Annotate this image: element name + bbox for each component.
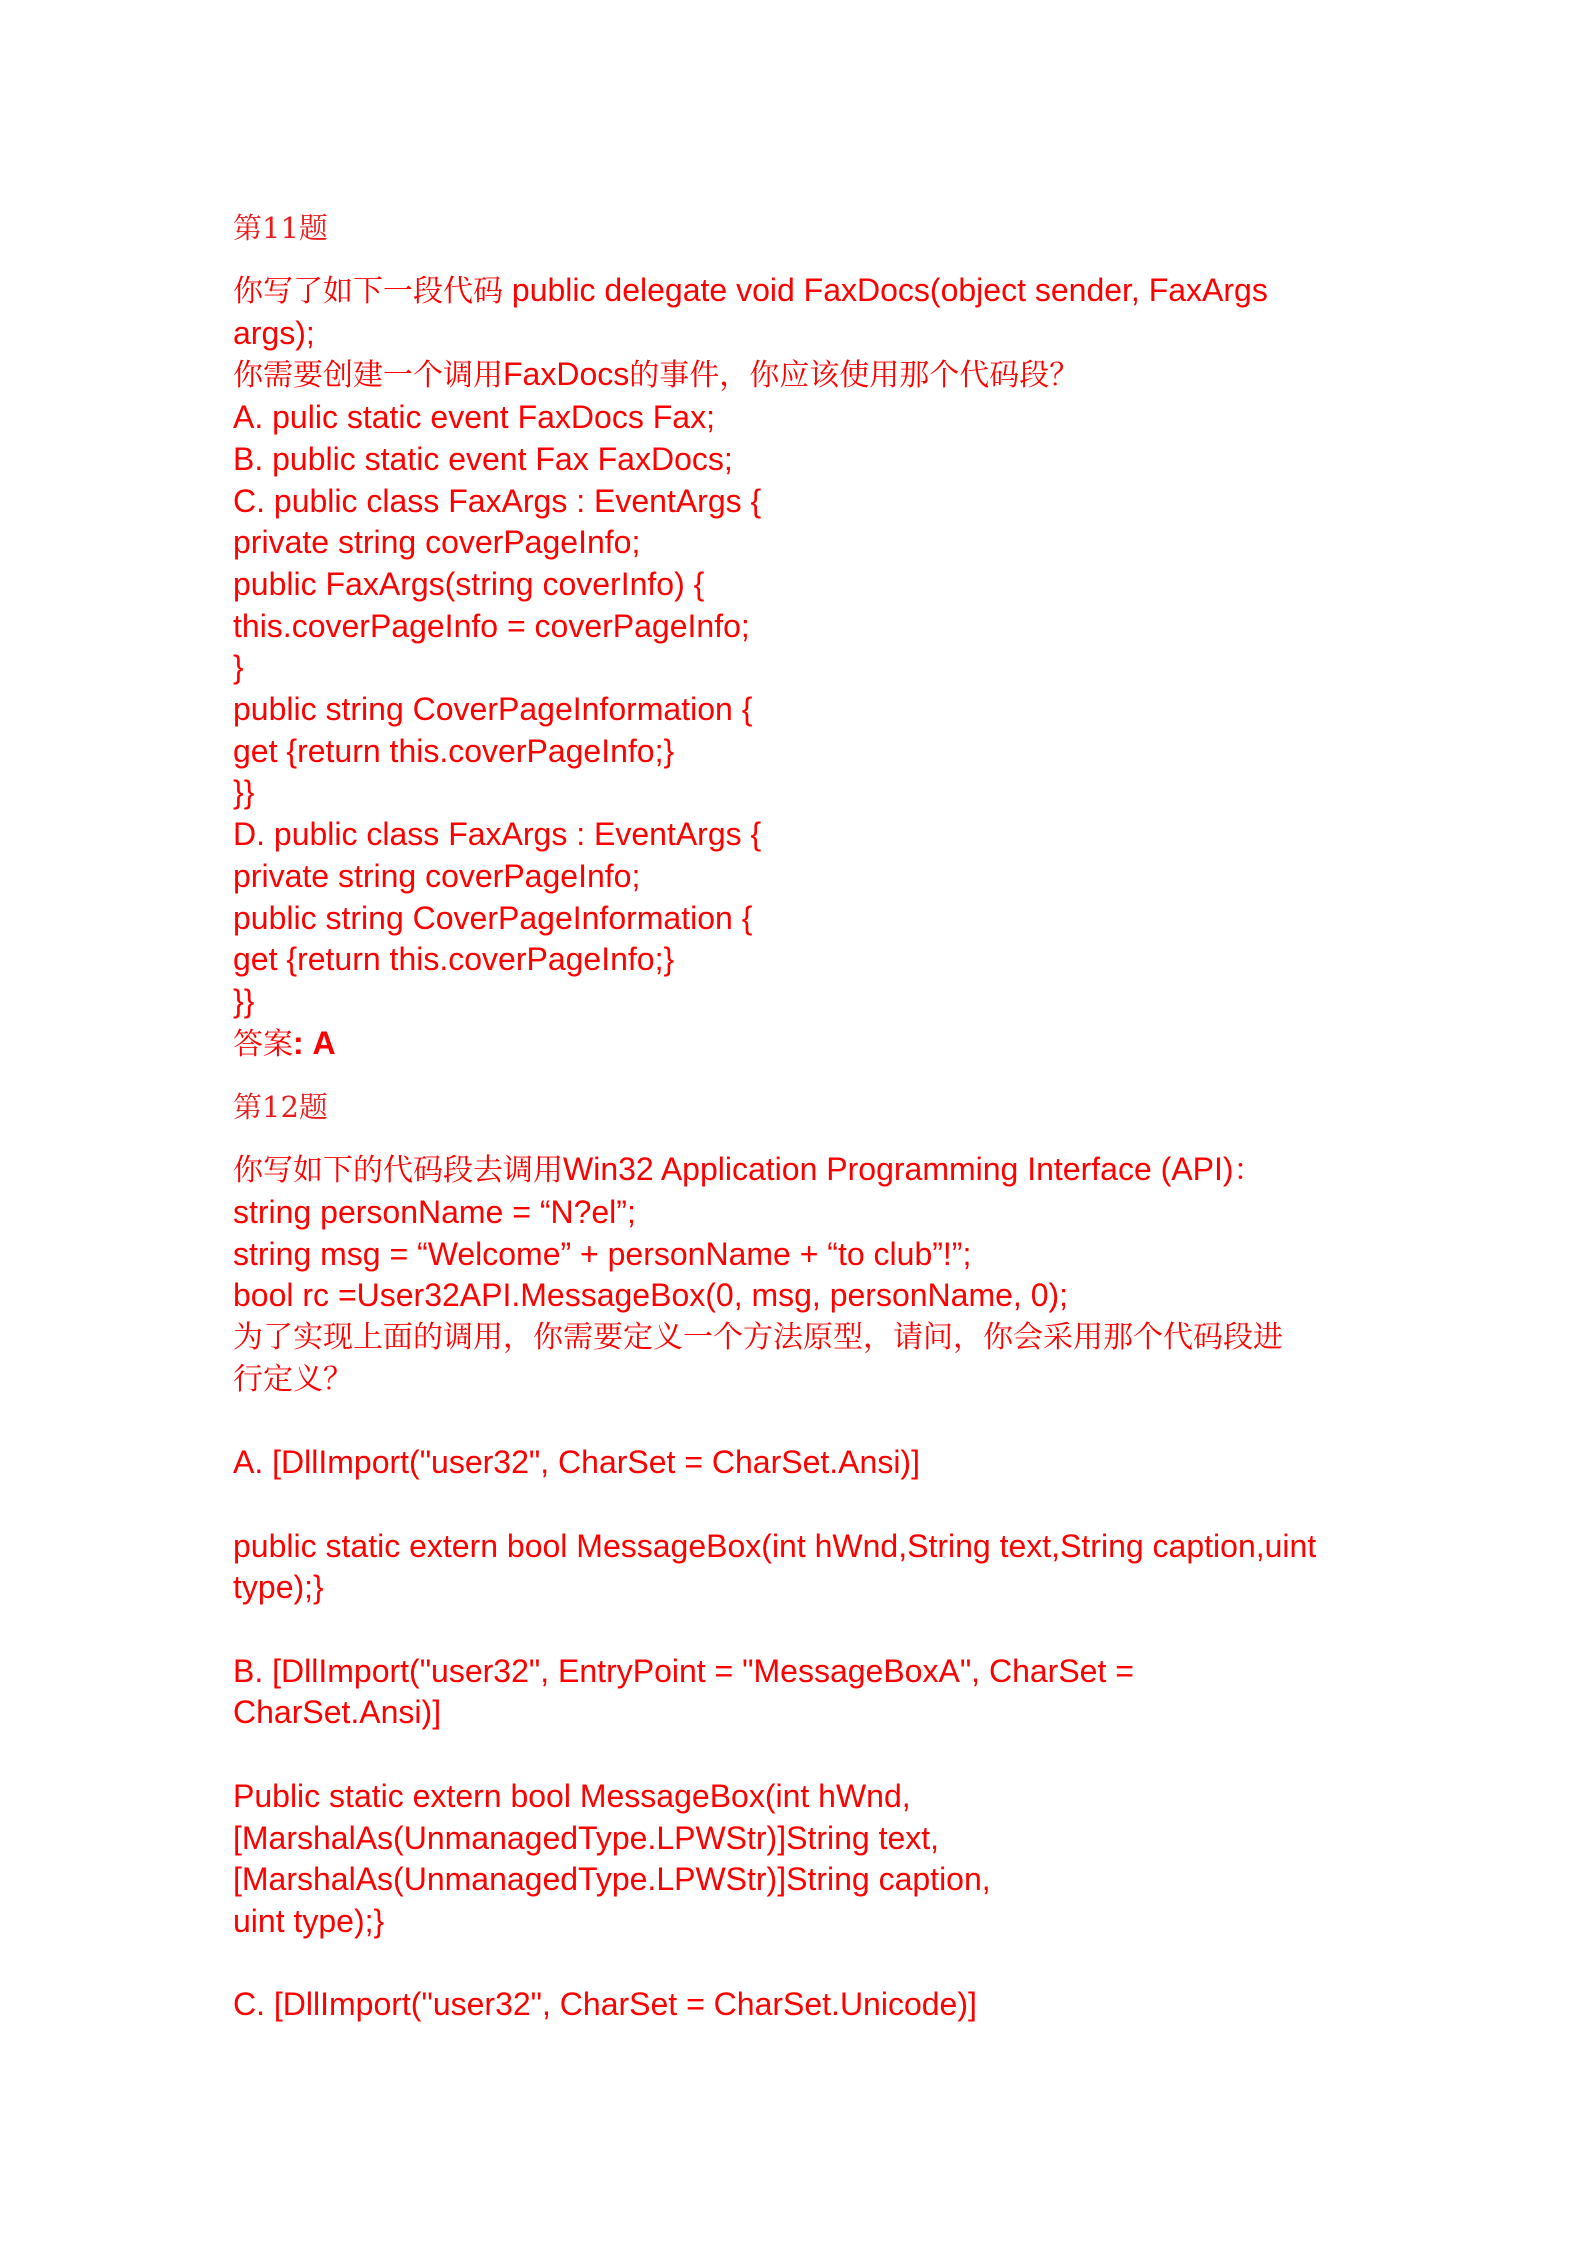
q11-ask-code: FaxDocs bbox=[503, 356, 630, 393]
q11-prompt-line-1 bbox=[233, 270, 1363, 313]
q12-option-a-line-2: public static extern bool MessageBox(int hWnd,String text,String caption,uint bbox=[233, 1527, 1317, 1564]
q11-line: private string coverPageInfo; bbox=[233, 857, 641, 894]
question-12-heading: 第12题 bbox=[233, 1090, 328, 1125]
spacer bbox=[233, 1484, 1363, 1526]
q12-option-a-line-3: type);} bbox=[233, 1569, 324, 1606]
q12-option-c-line-1: C. [DllImport("user32", CharSet = CharSet.Unicode)] bbox=[233, 1986, 977, 2023]
q11-line: private string coverPageInfo; bbox=[233, 524, 641, 561]
q12-option-b-line-6: uint type);} bbox=[233, 1902, 385, 1939]
answer-label: 答案 bbox=[233, 1026, 293, 1062]
answer-value: : A bbox=[293, 1024, 336, 1061]
q11-line: }} bbox=[233, 982, 255, 1019]
q12-code-line: bool rc =User32API.MessageBox(0, msg, personName, 0); bbox=[233, 1277, 1069, 1314]
q11-line: public FaxArgs(string coverInfo) { bbox=[233, 565, 705, 602]
q12-option-b-line-4: [MarshalAs(UnmanagedType.LPWStr)]String text, bbox=[233, 1819, 940, 1856]
q12-option-b-line-5: [MarshalAs(UnmanagedType.LPWStr)]String caption, bbox=[233, 1861, 991, 1898]
q11-line: A. pulic static event FaxDocs Fax; bbox=[233, 399, 715, 436]
spacer bbox=[233, 1943, 1363, 1985]
q11-prompt-code: public delegate void FaxDocs(object sender, FaxArgs bbox=[511, 272, 1268, 308]
q11-prompt-line-2: args); bbox=[233, 314, 315, 351]
spacer bbox=[233, 1609, 1363, 1651]
q11-line: public string CoverPageInformation { bbox=[233, 899, 753, 936]
q11-ask-cn-1: 你需要创建一个调用 bbox=[233, 358, 503, 394]
q11-line: public string CoverPageInformation { bbox=[233, 691, 753, 728]
q12-option-b-line-2: CharSet.Ansi)] bbox=[233, 1694, 442, 1731]
q11-ask-cn-2: 的事件，你应该使用那个代码段？ bbox=[629, 358, 1080, 394]
q12-intro-cn-2: ： bbox=[1233, 1153, 1264, 1189]
q11-line: this.coverPageInfo = coverPageInfo; bbox=[233, 607, 750, 644]
q11-line: D. public class FaxArgs : EventArgs { bbox=[233, 816, 762, 853]
question-11-heading: 第11题 bbox=[233, 211, 328, 245]
q12-option-a-line-1: A. [DllImport("user32", CharSet = CharSet.Ansi)] bbox=[233, 1444, 920, 1481]
q12-option-b-line-3: Public static extern bool MessageBox(int hWnd, bbox=[233, 1777, 911, 1814]
q11-line: } bbox=[233, 649, 244, 686]
q12-option-b-line-1: B. [DllImport("user32", EntryPoint = "MessageBoxA", CharSet = bbox=[233, 1652, 1134, 1689]
q11-ask-line bbox=[233, 354, 1363, 397]
q11-line: C. public class FaxArgs : EventArgs { bbox=[233, 482, 762, 519]
q11-line: B. public static event Fax FaxDocs; bbox=[233, 440, 733, 477]
q12-code-line: string personName = “N?el”; bbox=[233, 1194, 636, 1231]
q12-question-line-2: 行定义？ bbox=[233, 1361, 353, 1397]
q12-intro-code: Win32 Application Programming Interface (API) bbox=[563, 1151, 1234, 1188]
spacer bbox=[233, 1734, 1363, 1776]
q12-intro-line bbox=[233, 1149, 1363, 1192]
q11-line: get {return this.coverPageInfo;} bbox=[233, 941, 675, 978]
q11-line: get {return this.coverPageInfo;} bbox=[233, 732, 675, 769]
q12-code-line: string msg = “Welcome” + personName + “to club”!”; bbox=[233, 1235, 972, 1272]
document-page bbox=[233, 208, 1363, 2026]
q11-prompt-cn: 你写了如下一段代码 bbox=[233, 274, 503, 309]
q11-answer bbox=[233, 1023, 1363, 1066]
q11-line: }} bbox=[233, 774, 255, 811]
spacer bbox=[233, 1401, 1363, 1443]
q12-intro-cn-1: 你写如下的代码段去调用 bbox=[233, 1153, 563, 1189]
q12-question-line-1: 为了实现上面的调用，你需要定义一个方法原型，请问，你会采用那个代码段进 bbox=[233, 1320, 1283, 1356]
